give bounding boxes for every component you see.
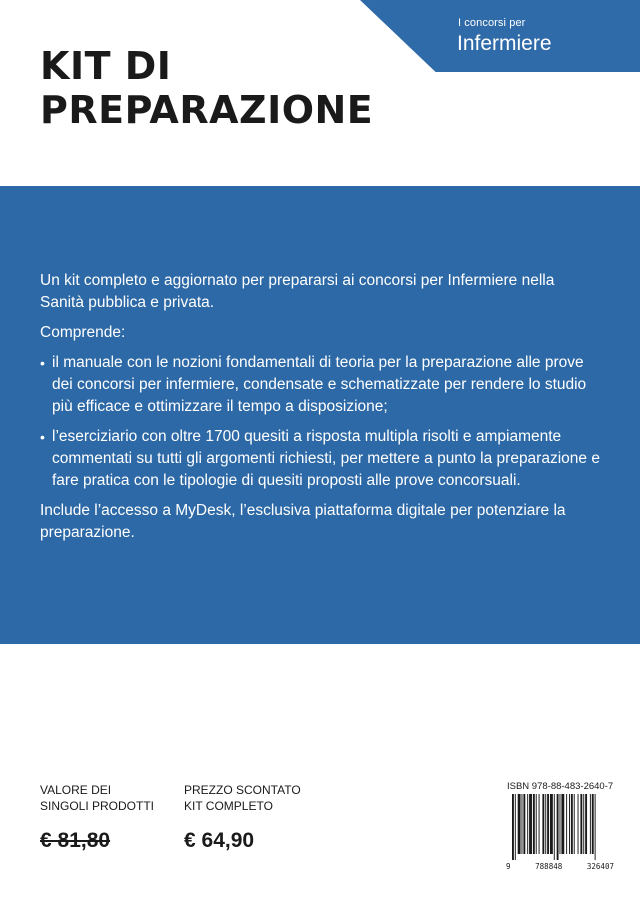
description-panel [0,186,640,644]
discount-price: € 64,90 [184,829,255,852]
isbn-label: ISBN 978-88-483-2640-7 [507,781,614,792]
discount-price-label-line2: KIT COMPLETO [184,799,273,813]
bullet-icon: • [40,429,45,445]
barcode-digits-right: 326407 [586,862,614,871]
book-title-line2: PREPARAZIONE [40,88,374,132]
list-item-text: il manuale con le nozioni fondamentali di teoria per la preparazione alle prove dei concorsi per infermiere, condensate e schematizzate per rendere lo studio più efficace e ottimizzare il tempo a disposizione; [52,354,587,415]
original-price: € 81,80 [40,829,111,852]
description-content [40,270,600,552]
list-item [40,426,600,492]
intro-paragraph: Un kit completo e aggiornato per prepararsi ai concorsi per Infermiere nella Sanità pubblica e privata. [40,272,555,311]
barcode-digits-left: 788848 [535,862,563,871]
bullet-icon: • [40,355,45,371]
original-price-label-line1: VALORE DEI [40,783,112,797]
book-title-line1: KIT DI [40,44,172,88]
series-subject: Infermiere [457,32,552,55]
outro-paragraph: Include l’accesso a MyDesk, l’esclusiva piattaforma digitale per potenziare la preparazione. [40,502,566,541]
barcode-digit-lead: 9 [506,862,511,871]
discount-price-label [184,782,301,814]
contents-list [40,352,600,492]
list-item [40,352,600,418]
barcode-icon [506,794,614,862]
series-label: I concorsi per [458,17,526,29]
original-price-label-line2: SINGOLI PRODOTTI [40,799,155,813]
list-item-text: l’eserciziario con oltre 1700 quesiti a risposta multipla risolti e ampiamente commentati su tutti gli argomenti richiesti, per mettere a punto la preparazione e fare pratica con le tipologie di quesiti proposti alle prove concorsuali. [52,428,600,489]
discount-price-label-line1: PREZZO SCONTATO [184,783,301,797]
barcode-digits [506,862,614,871]
comprende-label: Comprende: [40,324,126,341]
original-price-label [40,782,154,814]
book-title [40,44,373,132]
